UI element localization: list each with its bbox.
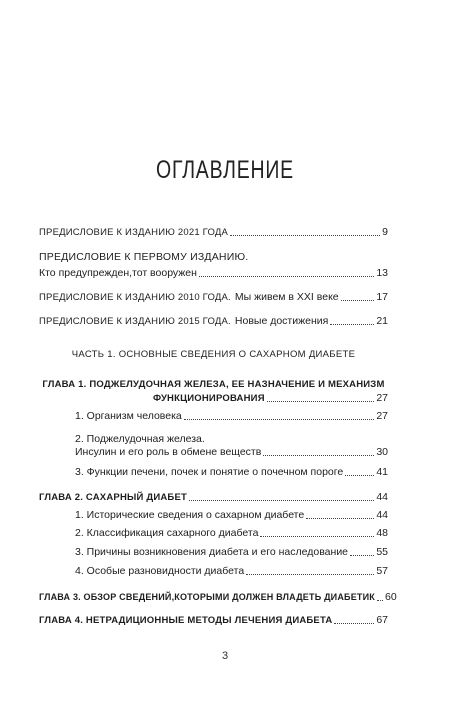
toc-page-number: 9 bbox=[382, 226, 388, 238]
toc-entry-title: Инсулин и его роль в обмене веществ bbox=[75, 446, 262, 458]
toc-entry-title: 1. Организм человека bbox=[75, 410, 182, 422]
toc-entry-title: 4. Особые разновидности диабета bbox=[75, 565, 245, 577]
toc-entry-chapter-2-item-1[interactable] bbox=[75, 509, 388, 522]
toc-entry-chapter-1[interactable] bbox=[153, 392, 388, 405]
toc-page-number: 44 bbox=[376, 509, 388, 521]
dot-leader bbox=[260, 536, 374, 537]
dot-leader bbox=[350, 555, 374, 556]
toc-entry-preface-2021[interactable] bbox=[39, 226, 388, 239]
toc-page-number: 27 bbox=[376, 410, 388, 422]
toc-page-number: 27 bbox=[376, 392, 388, 404]
toc-entry-chapter-1-item-1[interactable] bbox=[75, 410, 388, 423]
dot-leader bbox=[184, 419, 375, 420]
page-number: 3 bbox=[221, 650, 229, 662]
dot-leader bbox=[345, 475, 374, 476]
toc-page-number: 41 bbox=[376, 466, 388, 478]
part-heading: ЧАСТЬ 1. ОСНОВНЫЕ СВЕДЕНИЯ О САХАРНОМ ДИАБЕТЕ bbox=[71, 349, 356, 360]
toc-page-number: 55 bbox=[376, 546, 388, 558]
dot-leader bbox=[263, 455, 374, 456]
toc-entry-chapter-2-item-2[interactable] bbox=[75, 527, 388, 540]
dot-leader bbox=[330, 324, 374, 325]
toc-entry-title: 2. Классификация сахарного диабета bbox=[75, 527, 259, 539]
dot-leader bbox=[246, 574, 374, 575]
toc-entry-preface-first-title: ПРЕДИСЛОВИЕ К ПЕРВОМУ ИЗДАНИЮ. bbox=[39, 251, 249, 263]
table-of-contents bbox=[39, 0, 397, 702]
toc-entry-title: ГЛАВА 2. САХАРНЫЙ ДИАБЕТ bbox=[39, 492, 187, 503]
toc-entry-title: ПРЕДИСЛОВИЕ К ИЗДАНИЮ 2021 ГОДА bbox=[39, 227, 229, 238]
dot-leader bbox=[267, 401, 375, 402]
dot-leader bbox=[230, 235, 380, 236]
toc-entry-preface-2010[interactable] bbox=[39, 291, 388, 304]
toc-entry-title: ПРЕДИСЛОВИЕ К ИЗДАНИЮ 2015 ГОДА. bbox=[39, 316, 231, 327]
toc-entry-subtitle: Кто предупрежден,тот вооружен bbox=[39, 267, 197, 279]
toc-entry-chapter-3[interactable] bbox=[39, 591, 397, 604]
toc-entry-title: ГЛАВА 3. ОБЗОР СВЕДЕНИЙ,КОТОРЫМИ ДОЛЖЕН ВЛАДЕТЬ ДИАБЕТИК bbox=[39, 592, 375, 602]
toc-page-number: 17 bbox=[376, 291, 388, 303]
toc-entry-title: 3. Функции печени, почек и понятие о почечном пороге bbox=[75, 466, 344, 478]
toc-entry-title: ГЛАВА 4. НЕТРАДИЦИОННЫЕ МЕТОДЫ ЛЕЧЕНИЯ ДИАБЕТА bbox=[39, 615, 333, 626]
toc-entry-subtitle: Мы живем в XXI веке bbox=[234, 291, 339, 303]
toc-page-number: 44 bbox=[376, 491, 388, 503]
toc-entry-subtitle: Новые достижения bbox=[234, 315, 329, 327]
dot-leader bbox=[334, 623, 374, 624]
toc-page-number: 60 bbox=[384, 591, 397, 603]
toc-page-number: 30 bbox=[376, 446, 388, 458]
chapter-1-title-line-1: ГЛАВА 1. ПОДЖЕЛУДОЧНАЯ ЖЕЛЕЗА, ЕЕ НАЗНАЧЕНИЕ И МЕХАНИЗМ bbox=[42, 379, 385, 390]
toc-entry-chapter-2-item-3[interactable] bbox=[75, 546, 388, 559]
dot-leader bbox=[341, 300, 375, 301]
toc-page-number: 21 bbox=[376, 315, 388, 327]
toc-entry-chapter-2[interactable] bbox=[39, 491, 388, 504]
toc-page-number: 13 bbox=[376, 267, 388, 279]
toc-entry-chapter-1-item-3[interactable] bbox=[75, 466, 388, 479]
page-title: ОГЛАВЛЕНИЕ bbox=[156, 156, 294, 184]
toc-entry-preface-first[interactable] bbox=[39, 267, 388, 280]
toc-entry-title: ФУНКЦИОНИРОВАНИЯ bbox=[153, 393, 265, 404]
toc-entry-title: 3. Причины возникновения диабета и его наследование bbox=[75, 546, 349, 558]
toc-page-number: 67 bbox=[376, 614, 388, 626]
toc-page-number: 48 bbox=[376, 527, 388, 539]
toc-entry-preface-2015[interactable] bbox=[39, 315, 388, 328]
dot-leader bbox=[377, 600, 383, 601]
toc-entry-chapter-1-item-2-title: 2. Поджелудочная железа. bbox=[75, 433, 205, 445]
dot-leader bbox=[189, 500, 374, 501]
toc-entry-chapter-4[interactable] bbox=[39, 614, 388, 627]
toc-entry-title: 1. Исторические сведения о сахарном диабете bbox=[75, 509, 305, 521]
toc-entry-chapter-1-item-2[interactable] bbox=[75, 446, 388, 459]
toc-page-number: 57 bbox=[376, 565, 388, 577]
dot-leader bbox=[306, 518, 374, 519]
toc-entry-title: ПРЕДИСЛОВИЕ К ИЗДАНИЮ 2010 ГОДА. bbox=[39, 292, 231, 303]
toc-entry-chapter-2-item-4[interactable] bbox=[75, 565, 388, 578]
dot-leader bbox=[199, 276, 374, 277]
